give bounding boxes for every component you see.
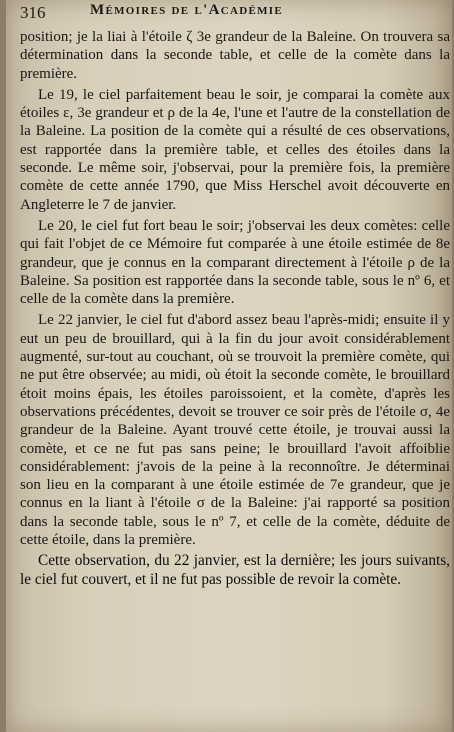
- paragraph-1: position; je la liai à l'étoile ζ 3e grandeur de la Baleine. On trouvera sa détermination dans la seconde table, et celle de la comète dans la première.: [20, 29, 450, 82]
- page-number: 316: [20, 3, 46, 22]
- book-page: [6, 0, 452, 732]
- paragraph-3: Le 20, le ciel fut fort beau le soir; j'observai les deux comètes: celle qui fait l'objet de ce Mémoire fut comparée à une étoile estimée de 8e grandeur, que je connus en la comparant directement à l'étoile ρ de la Baleine. Sa position est rapportée dans la seconde table, sous le nº 6, et celle de la comète dans la première.: [20, 217, 450, 308]
- paragraph-5: Cette observation, du 22 janvier, est la dernière; les jours suivants, le ciel fut couvert, et il ne fut pas possible de revoir la comète.: [20, 552, 450, 588]
- paragraph-4: Le 22 janvier, le ciel fut d'abord assez beau l'après-midi; ensuite il y eut un peu de brouillard, qui à la fin du jour avoit considérablement augmenté, sur-tout au couchant, où se trouvoit la première comète, qui ne put être observée; au midi, où étoit la seconde comète, le brouillard étoit moins épais, les étoiles paroissoient, et la comète, d'après les observations précédentes, devoit se trouver ce soir près de l'étoile σ, 4e grandeur de la Baleine. Ayant trouvé cette étoile, je trouvai aussi la comète, et ce ne fut pas sans peine; le brouillard l'avoit affoiblie considérablement: j'avois de la peine à la reconnoître. Je déterminai son lieu en la comparant à une étoile estimée de 7e grandeur, que je connus en la liant à l'étoile σ de la Baleine: j'ai rapporté sa position dans la seconde table, sous le nº 7, et celle de la comète, déduite de cette étoile, dans la première.: [20, 312, 450, 549]
- running-title: Mémoires de l'Académie: [90, 2, 283, 18]
- show-through-shadow: [66, 690, 436, 706]
- paragraph-2: Le 19, le ciel parfaitement beau le soir, je comparai la comète aux étoiles ε, 3e grandeur et ρ de la 4e, l'une et l'autre de la constellation de la Baleine. La position de la comète qui a résulté de ces observations, est rapportée dans la première table, et celles des étoiles dans la seconde. Le même soir, j'observai, pour la première fois, la première comète de cette année 1790, que Miss Herschel avoit découverte en Angleterre le 7 de janvier.: [20, 86, 450, 213]
- body-text: [20, 28, 450, 592]
- page-header: [20, 2, 442, 24]
